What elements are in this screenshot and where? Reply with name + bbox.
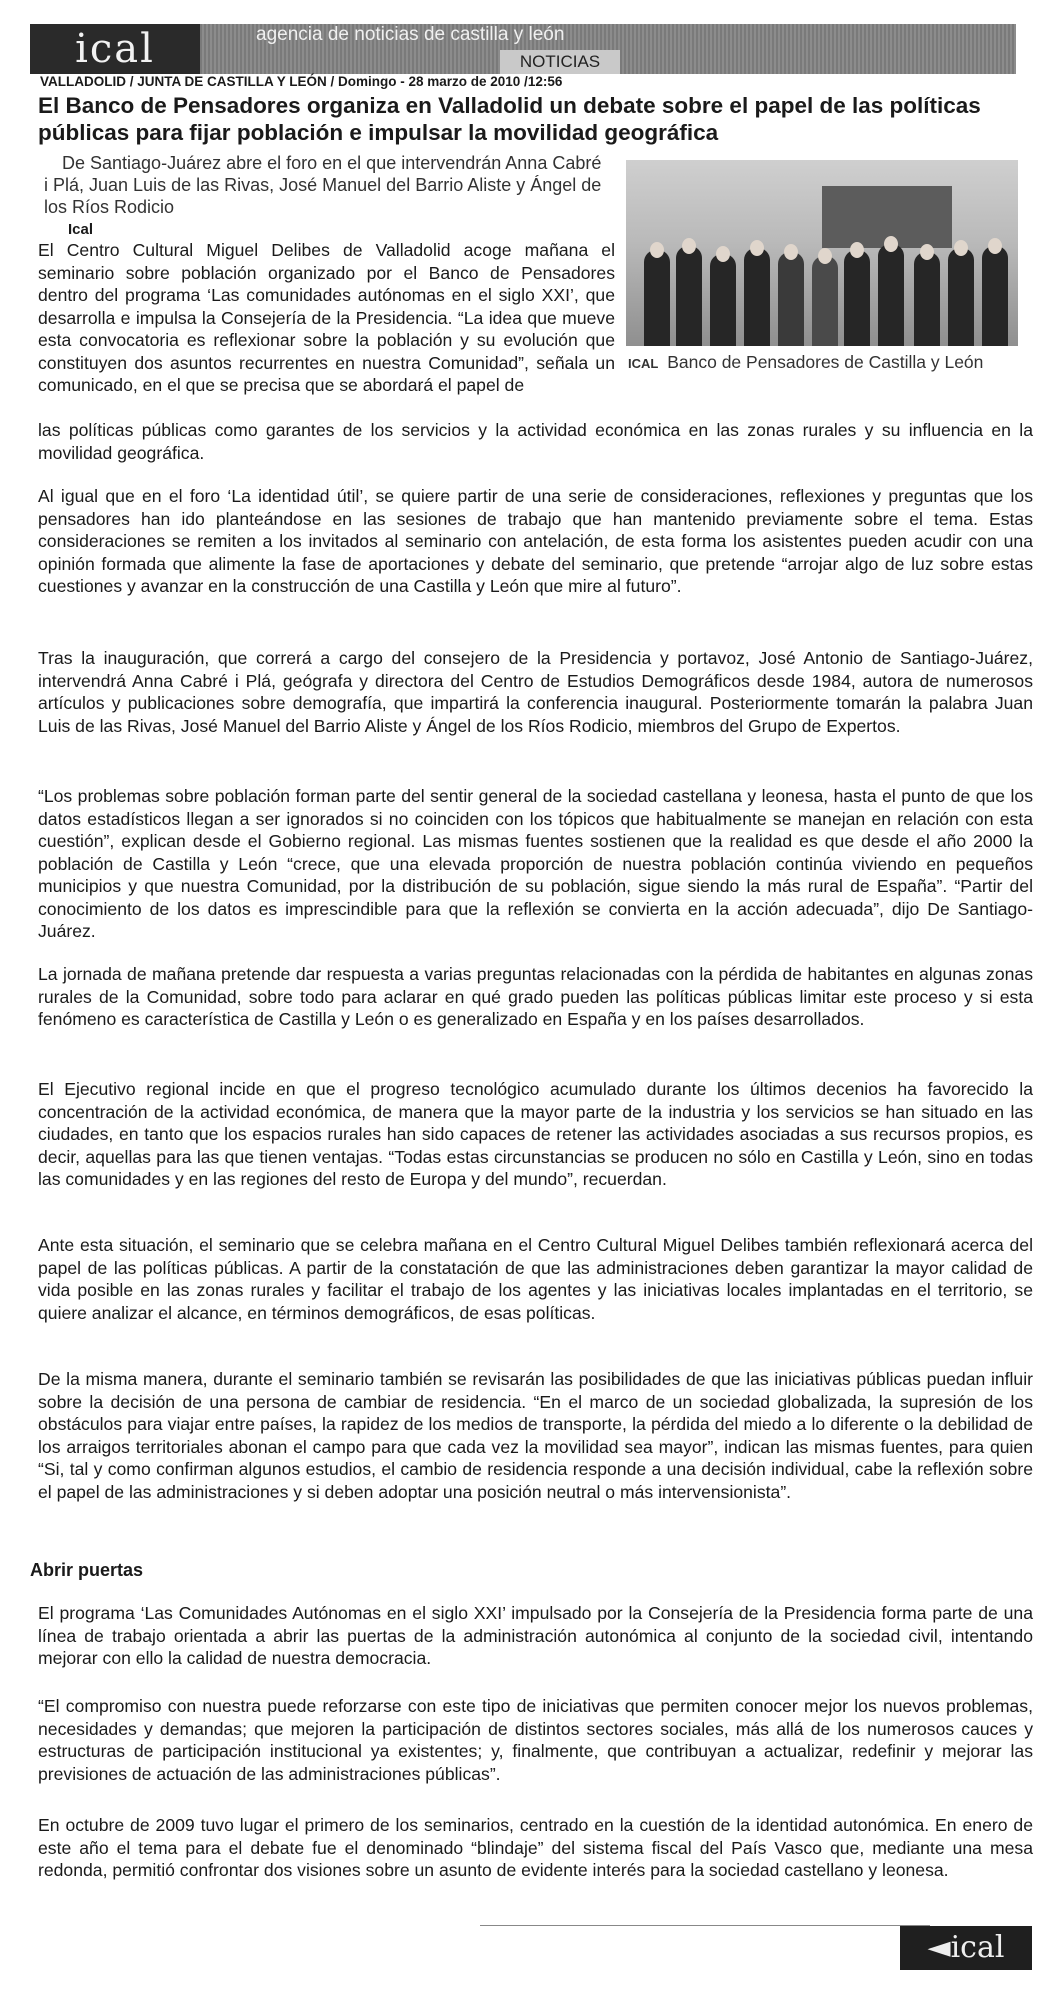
- masthead-band: [200, 24, 1016, 74]
- article-photo: [626, 160, 1018, 346]
- article-subhead: De Santiago-Juárez abre el foro en el que intervendrán Anna Cabré i Plá, Juan Luis de las Rivas, José Manuel del Barrio Aliste y Ángel de los Ríos Rodicio: [44, 153, 602, 217]
- dateline: VALLADOLID / JUNTA DE CASTILLA Y LEÓN / Domingo - 28 marzo de 2010 /12:56: [40, 74, 563, 89]
- closing-paragraph: El programa ‘Las Comunidades Autónomas en el siglo XXI’ impulsado por la Consejería de la Presidencia forma parte de una línea de trabajo orientada a abrir las puertas de la administración autonómica al conjunto de la sociedad civil, intentando mejorar con ello la calidad de nuestra democracia.: [38, 1603, 1033, 1668]
- body-paragraph: Tras la inauguración, que correrá a cargo del consejero de la Presidencia y portavoz, José Antonio de Santiago-Juárez, intervendrá Anna Cabré i Plá, geógrafa y directora del Centro de Estudios Demográficos desde 1984, autora de numerosos artículos y publicaciones sobre demografía, que impartirá la conferencia inaugural. Posteriormente tomarán la palabra Juan Luis de las Rivas, José Manuel del Barrio Aliste y Ángel de los Ríos Rodicio, miembros del Grupo de Expertos.: [38, 648, 1033, 736]
- body-paragraph: “Los problemas sobre población forman parte del sentir general de la sociedad castellana y leonesa, hasta el punto de que los datos estadísticos llegan a ser ignorados si no coinciden con los tópicos que habitualmente se manejan en relación con esta cuestión”, explican desde el Gobierno regional. Las mismas fuentes sostienen que la realidad es que desde el año 2000 la población de Castilla y León “crece, que una elevada proporción de nuestra población continúa viviendo en pequeños municipios y que nuestra Comunidad, por la distribución de su población, sigue siendo la más rural de España”. “Partir del conocimiento de los datos es imprescindible para que la reflexión se convierta en la acción adecuada”, dijo De Santiago-Juárez.: [38, 786, 1033, 941]
- lead-paragraph: El Centro Cultural Miguel Delibes de Valladolid acoge mañana el seminario sobre población organizado por el Banco de Pensadores dentro del programa ‘Las comunidades autónomas en el siglo XXI’, que desarrolla e impulsa la Consejería de la Presidencia. “La idea que mueve esta convocatoria es reflexionar sobre la población y su evolución que constituyen dos asuntos recurrentes en nuestra Comunidad”, señala un comunicado, en el que se precisa que se abordará el papel de: [38, 240, 615, 395]
- article-headline: El Banco de Pensadores organiza en Valladolid un debate sobre el papel de las políticas públicas para fijar población e impulsar la movilidad geográfica: [38, 93, 981, 145]
- section-subtitle: Abrir puertas: [30, 1560, 144, 1580]
- body-paragraph: De la misma manera, durante el seminario también se revisarán las posibilidades de que las iniciativas públicas puedan influir sobre la decisión de una persona de cambiar de residencia. “En el marco de un sociedad globalizada, la supresión de los obstáculos para viajar entre países, la rapidez de los medios de transporte, la pérdida del miedo a lo diferente o la debilidad de los arraigos territoriales abonan el campo para que cada vez la movilidad sea mayor”, indican las mismas fuentes, para quien “Si, tal y como confirman algunos estudios, el cambio de residencia responde a una decisión individual, cabe la reflexión sobre el papel de las administraciones y si deben adoptar una posición neutral o más intervensionista”.: [38, 1369, 1033, 1502]
- caption-text: Banco de Pensadores de Castilla y León: [667, 352, 984, 372]
- body-paragraph: El Ejecutivo regional incide en que el progreso tecnológico acumulado durante los últimos decenios ha favorecido la concentración de la actividad económica, de manera que la mayor parte de la industria y los servicios se han situado en las ciudades, en tanto que los espacios rurales han sido capaces de retener las actividades asociadas a sus recursos propios, es decir, aquellas para las que tienen ventajas. “Todas estas circunstancias se producen no sólo en Castilla y León, sino en todas las comunidades y en las regiones del resto de Europa y del mundo”, recuerdan.: [38, 1079, 1033, 1189]
- lead-paragraph-continuation: las políticas públicas como garantes de los servicios y la actividad económica en las zonas rurales y su influencia en la movilidad geográfica.: [38, 420, 1033, 463]
- body-paragraph: Ante esta situación, el seminario que se celebra mañana en el Centro Cultural Miguel Delibes también reflexionará acerca del papel de las políticas públicas. A partir de la constatación de que las administraciones deben garantizar la mayor calidad de vida posible en las zonas rurales y facilitar el trabajo de los agentes y las iniciativas locales implantadas en el territorio, se quiere analizar el alcance, en términos demográficos, de esas políticas.: [38, 1235, 1033, 1323]
- closing-paragraph: En octubre de 2009 tuvo lugar el primero de los seminarios, centrado en la cuestión de la identidad autonómica. En enero de este año el tema para el debate fue el denominado “blindaje” del sistema fiscal del País Vasco que, mediante una mesa redonda, permitió confrontar dos visiones sobre un asunto de evidente interés para la sociedad castellano y leonesa.: [38, 1815, 1033, 1880]
- body-paragraph: La jornada de mañana pretende dar respuesta a varias preguntas relacionadas con la pérdida de habitantes en algunas zonas rurales de la Comunidad, sobre todo para aclarar en qué grado pueden las políticas públicas limitar este proceso y si esta fenómeno es característica de Castilla y León o es generalizado en España y en los países desarrollados.: [38, 964, 1033, 1029]
- closing-paragraph: “El compromiso con nuestra puede reforzarse con este tipo de iniciativas que permiten conocer mejor los nuevos problemas, necesidades y demandas; que mejoren la participación de distintos sectores sociales, más allá de los numerosos cauces y estructuras de participación institucional ya existentes; y, finalmente, que contribuyan a actualizar, redefinir y mejorar las previsiones de actuación de las administraciones públicas”.: [38, 1696, 1033, 1784]
- masthead: [30, 24, 1016, 74]
- footer-rule: [480, 1925, 930, 1926]
- photo-caption: [628, 351, 1018, 375]
- body-paragraph: Al igual que en el foro ‘La identidad útil’, se quiere partir de una serie de consideraciones, reflexiones y preguntas que los pensadores han ido planteándose en las sesiones de trabajo que han mantenido previamente sobre el tema. Estas consideraciones se remiten a los invitados al seminario con antelación, de esta forma los asistentes pueden acudir con una opinión formada que alimente la fase de aportaciones y debate del seminario, que pretende “arrojar algo de luz sobre estas cuestiones y avanzar en la construcción de una Castilla y León que mire al futuro”.: [38, 486, 1033, 596]
- byline: Ical: [68, 221, 94, 238]
- footer-logo: ◄ical: [900, 1926, 1032, 1970]
- ical-logo: ical: [30, 24, 200, 74]
- caption-source: ICAL: [628, 356, 659, 371]
- section-label: NOTICIAS: [500, 50, 620, 74]
- agency-tagline: agencia de noticias de castilla y león: [256, 24, 565, 45]
